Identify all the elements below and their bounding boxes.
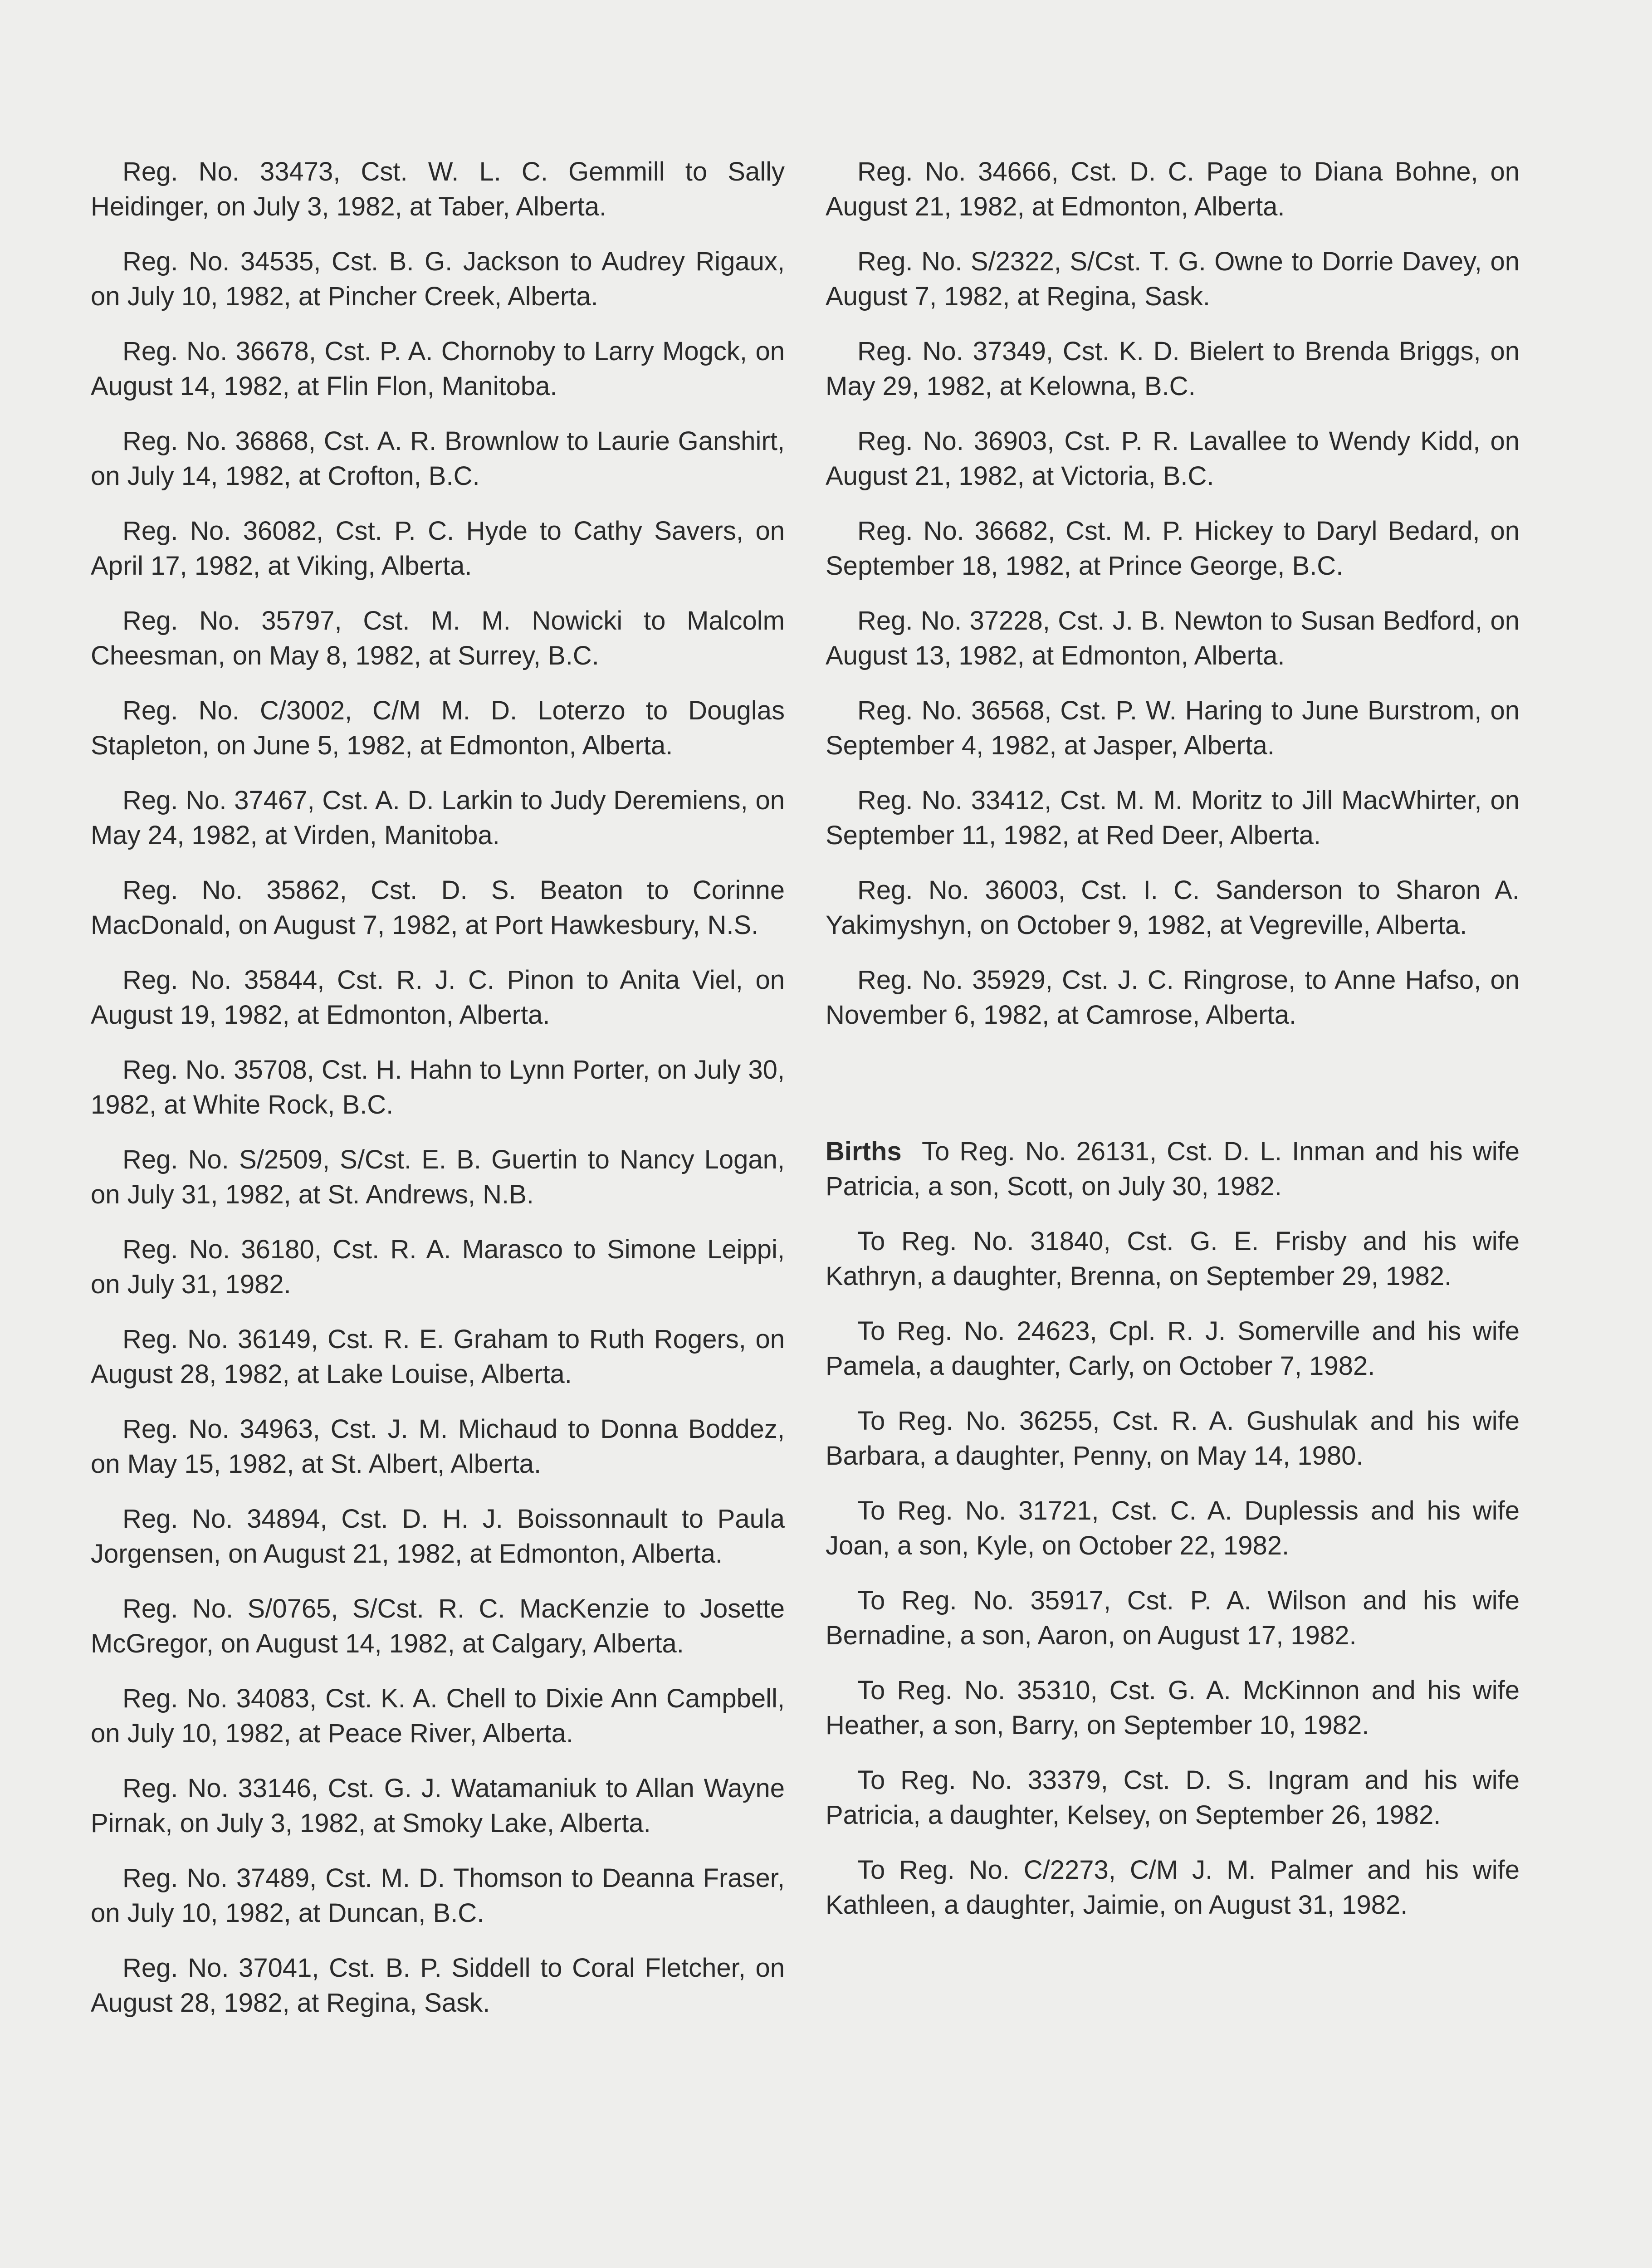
- birth-entry: To Reg. No. 36255, Cst. R. A. Gushulak and his wife Barbara, a daughter, Penny, on May 14, 1980.: [826, 1406, 1520, 1471]
- marriage-entry: Reg. No. 35844, Cst. R. J. C. Pinon to Anita Viel, on August 19, 1982, at Edmonton, Alberta.: [91, 965, 785, 1030]
- marriage-entry: Reg. No. 37489, Cst. M. D. Thomson to Deanna Fraser, on July 10, 1982, at Duncan, B.C.: [91, 1863, 785, 1928]
- marriage-entry: Reg. No. S/0765, S/Cst. R. C. MacKenzie to Josette McGregor, on August 14, 1982, at Calgary, Alberta.: [91, 1594, 785, 1658]
- marriage-entry: Reg. No. 35797, Cst. M. M. Nowicki to Malcolm Cheesman, on May 8, 1982, at Surrey, B.C.: [91, 606, 785, 670]
- birth-entry: To Reg. No. 33379, Cst. D. S. Ingram and his wife Patricia, a daughter, Kelsey, on September 26, 1982.: [826, 1765, 1520, 1830]
- marriage-entry: Reg. No. 36682, Cst. M. P. Hickey to Daryl Bedard, on September 18, 1982, at Prince George, B.C.: [826, 516, 1520, 581]
- marriage-entry: Reg. No. 35862, Cst. D. S. Beaton to Corinne MacDonald, on August 7, 1982, at Port Hawkesbury, N.S.: [91, 875, 785, 940]
- marriage-entry: Reg. No. S/2509, S/Cst. E. B. Guertin to Nancy Logan, on July 31, 1982, at St. Andrews, N.B.: [91, 1145, 785, 1209]
- marriage-entry: Reg. No. C/3002, C/M M. D. Loterzo to Douglas Stapleton, on June 5, 1982, at Edmonton, Alberta.: [91, 696, 785, 760]
- birth-entry: To Reg. No. 31840, Cst. G. E. Frisby and his wife Kathryn, a daughter, Brenna, on September 29, 1982.: [826, 1227, 1520, 1291]
- marriage-entry: Reg. No. S/2322, S/Cst. T. G. Owne to Dorrie Davey, on August 7, 1982, at Regina, Sask.: [826, 247, 1520, 311]
- right-column: [826, 154, 1520, 1942]
- marriage-entry: Reg. No. 34963, Cst. J. M. Michaud to Donna Boddez, on May 15, 1982, at St. Albert, Alberta.: [91, 1414, 785, 1479]
- marriage-entry: Reg. No. 37228, Cst. J. B. Newton to Susan Bedford, on August 13, 1982, at Edmonton, Alberta.: [826, 606, 1520, 670]
- marriage-entry: Reg. No. 34535, Cst. B. G. Jackson to Audrey Rigaux, on July 10, 1982, at Pincher Creek, Alberta.: [91, 247, 785, 311]
- birth-entry: To Reg. No. C/2273, C/M J. M. Palmer and his wife Kathleen, a daughter, Jaimie, on August 31, 1982.: [826, 1855, 1520, 1920]
- birth-entry: To Reg. No. 35310, Cst. G. A. McKinnon and his wife Heather, a son, Barry, on September 10, 1982.: [826, 1676, 1520, 1740]
- marriage-entry: Reg. No. 36903, Cst. P. R. Lavallee to Wendy Kidd, on August 21, 1982, at Victoria, B.C.: [826, 426, 1520, 491]
- birth-entry: To Reg. No. 31721, Cst. C. A. Duplessis and his wife Joan, a son, Kyle, on October 22, 1982.: [826, 1496, 1520, 1560]
- section-gap: [826, 1052, 1520, 1134]
- marriage-entry: Reg. No. 36082, Cst. P. C. Hyde to Cathy Savers, on April 17, 1982, at Viking, Alberta.: [91, 516, 785, 581]
- marriage-entry: Reg. No. 36180, Cst. R. A. Marasco to Simone Leippi, on July 31, 1982.: [91, 1235, 785, 1299]
- marriage-entry: Reg. No. 33412, Cst. M. M. Moritz to Jill MacWhirter, on September 11, 1982, at Red Deer, Alberta.: [826, 786, 1520, 850]
- birth-entry: To Reg. No. 24623, Cpl. R. J. Somerville and his wife Pamela, a daughter, Carly, on October 7, 1982.: [826, 1316, 1520, 1381]
- marriage-entry: Reg. No. 34083, Cst. K. A. Chell to Dixie Ann Campbell, on July 10, 1982, at Peace River, Alberta.: [91, 1684, 785, 1748]
- marriage-entry: Reg. No. 36149, Cst. R. E. Graham to Ruth Rogers, on August 28, 1982, at Lake Louise, Alberta.: [91, 1325, 785, 1389]
- marriage-entry: Reg. No. 34894, Cst. D. H. J. Boissonnault to Paula Jorgensen, on August 21, 1982, at Edmonton, Alberta.: [91, 1504, 785, 1569]
- marriage-entry: Reg. No. 37467, Cst. A. D. Larkin to Judy Deremiens, on May 24, 1982, at Virden, Manitoba.: [91, 786, 785, 850]
- left-column: [91, 154, 785, 2040]
- marriage-entry: Reg. No. 33146, Cst. G. J. Watamaniuk to Allan Wayne Pirnak, on July 3, 1982, at Smoky Lake, Alberta.: [91, 1774, 785, 1838]
- marriage-entry: Reg. No. 33473, Cst. W. L. C. Gemmill to Sally Heidinger, on July 3, 1982, at Taber, Alberta.: [91, 157, 785, 221]
- birth-entry: To Reg. No. 35917, Cst. P. A. Wilson and his wife Bernadine, a son, Aaron, on August 17, 1982.: [826, 1586, 1520, 1650]
- marriage-entry: Reg. No. 36868, Cst. A. R. Brownlow to Laurie Ganshirt, on July 14, 1982, at Crofton, B.C.: [91, 426, 785, 491]
- births-first-entry: [826, 1134, 1520, 1204]
- marriage-entry: Reg. No. 37349, Cst. K. D. Bielert to Brenda Briggs, on May 29, 1982, at Kelowna, B.C.: [826, 337, 1520, 401]
- marriage-entry: Reg. No. 37041, Cst. B. P. Siddell to Coral Fletcher, on August 28, 1982, at Regina, Sask.: [91, 1953, 785, 2018]
- births-heading: Births: [826, 1137, 902, 1166]
- marriage-entry: Reg. No. 36568, Cst. P. W. Haring to June Burstrom, on September 4, 1982, at Jasper, Alberta.: [826, 696, 1520, 760]
- marriage-entry: Reg. No. 35708, Cst. H. Hahn to Lynn Porter, on July 30, 1982, at White Rock, B.C.: [91, 1055, 785, 1119]
- marriage-entry: Reg. No. 36003, Cst. I. C. Sanderson to Sharon A. Yakimyshyn, on October 9, 1982, at Vegreville, Alberta.: [826, 875, 1520, 940]
- marriage-entry: Reg. No. 36678, Cst. P. A. Chornoby to Larry Mogck, on August 14, 1982, at Flin Flon, Manitoba.: [91, 337, 785, 401]
- marriage-entry: Reg. No. 35929, Cst. J. C. Ringrose, to Anne Hafso, on November 6, 1982, at Camrose, Alberta.: [826, 965, 1520, 1030]
- marriage-entry: Reg. No. 34666, Cst. D. C. Page to Diana Bohne, on August 21, 1982, at Edmonton, Alberta.: [826, 157, 1520, 221]
- birth-entry-text: To Reg. No. 26131, Cst. D. L. Inman and his wife Patricia, a son, Scott, on July 30, 1982.: [826, 1137, 1520, 1201]
